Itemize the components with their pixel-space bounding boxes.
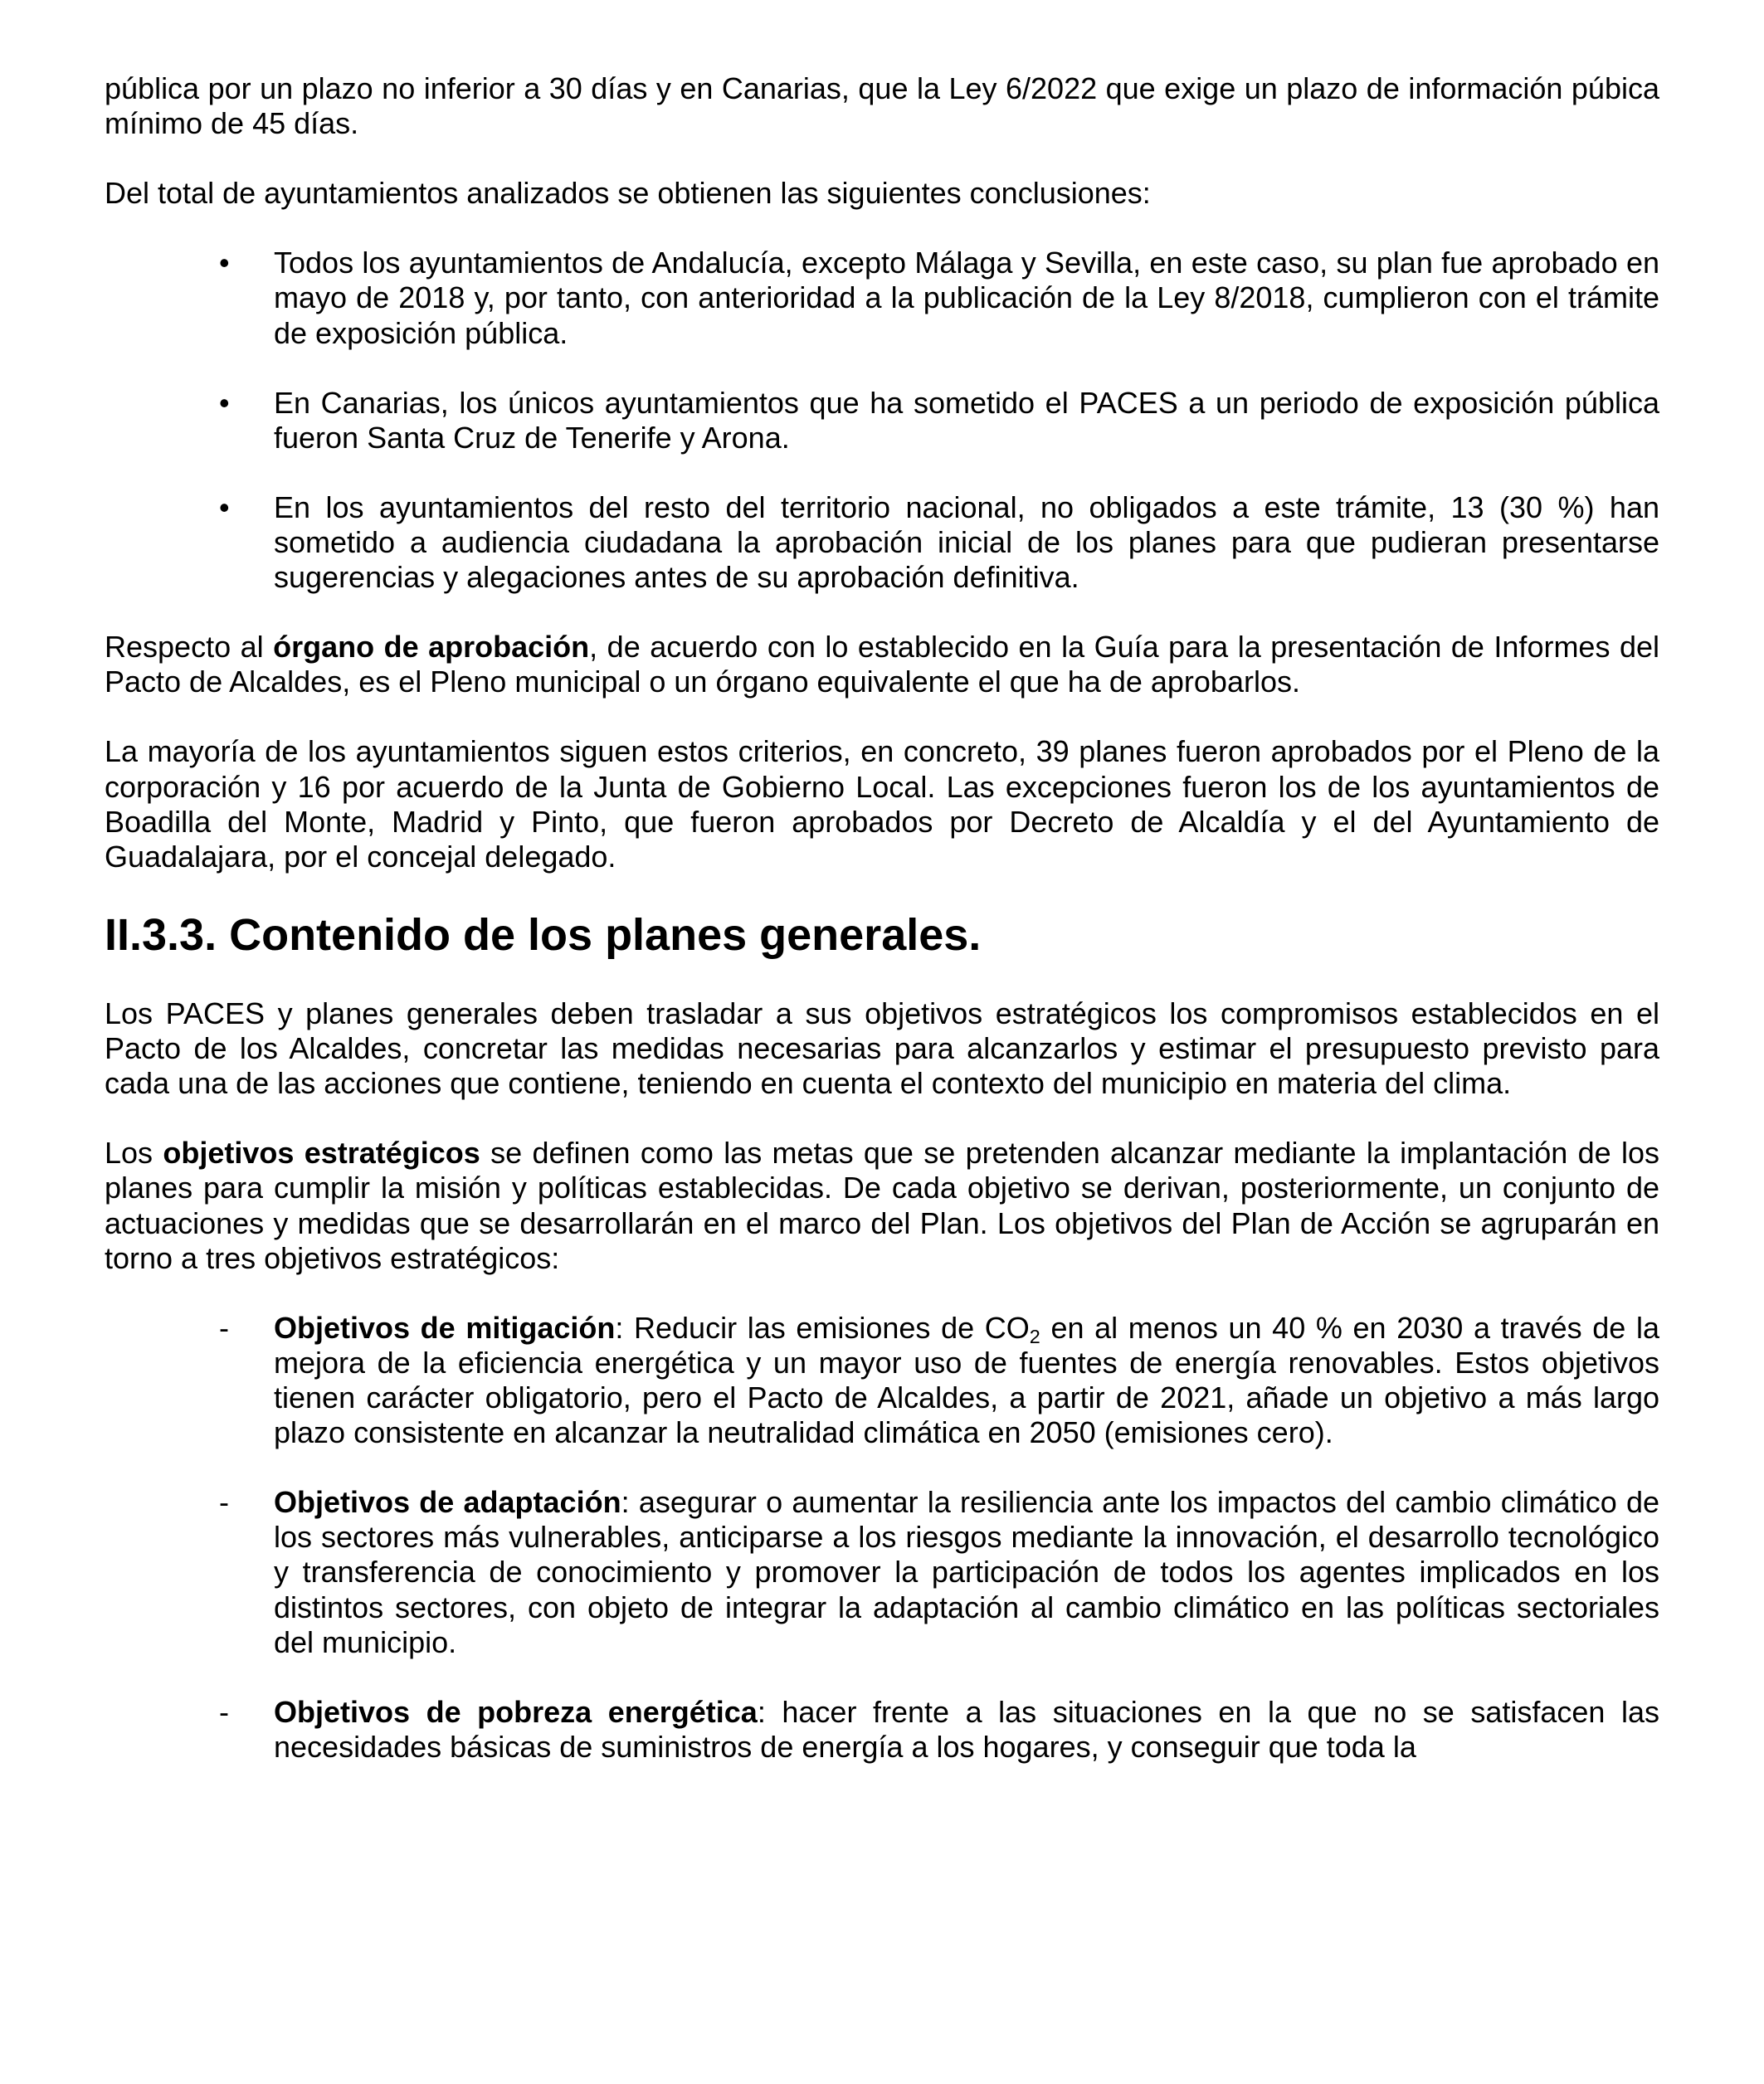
bullet-text: En Canarias, los únicos ayuntamientos que ha sometido el PACES a un periodo de exposición pública fueron Santa Cruz de Tenerife y Arona. [274, 385, 1659, 455]
co2-subscript: 2 [1029, 1325, 1040, 1347]
paragraph-text: se definen como las metas que se pretenden alcanzar mediante la implantación de los planes para cumplir la misión y políticas establecidas. De cada objetivo se derivan, posteriormente, un conjunto de actuaciones y medidas que se desarrollarán en el marco del Plan. Los objetivos del Plan de Acción se agruparán en torno a tres objetivos estratégicos: [105, 1136, 1659, 1275]
bold-organo-de-aprobacion: órgano de aprobación [273, 630, 590, 665]
bullet-marker: • [219, 489, 230, 524]
bold-objetivos-pobreza-energetica: Objetivos de pobreza energética [274, 1694, 758, 1729]
bold-objetivos-adaptacion: Objetivos de adaptación [274, 1485, 621, 1520]
paragraph-text: Los [105, 1136, 163, 1171]
dash-text-run: : hacer frente a las situaciones en la que no se satisfacen las necesidades básicas de suministros de energía a los hogares, y conseguir que toda la [274, 1694, 1659, 1764]
dash-item-adaptacion [105, 1485, 1659, 1660]
paragraph-organo-aprobacion [105, 630, 1659, 699]
bullet-item-resto-territorio [105, 490, 1659, 595]
dash-marker: - [219, 1694, 229, 1729]
dash-text [274, 1311, 1659, 1450]
paragraph-del-total: Del total de ayuntamientos analizados se obtienen las siguientes conclusiones: [105, 176, 1151, 211]
bullet-marker: • [219, 385, 230, 420]
dash-text-run: : asegurar o aumentar la resiliencia ante los impactos del cambio climático de los sectores más vulnerables, anticiparse a los riesgos mediante la innovación, el desarrollo tecnológico y transferencia de conocimiento y promover la participación de todos los agentes implicados en los distintos sectores, con objeto de integrar la adaptación al cambio climático en las políticas sectoriales del municipio. [274, 1485, 1660, 1659]
section-heading-II-3-3: II.3.3. Contenido de los planes generales. [105, 909, 982, 960]
dash-text-run: en al menos un 40 % en 2030 a través de la mejora de la eficiencia energética y un mayor uso de fuentes de energía renovables. Estos objetivos tienen carácter obligatorio, pero el Pacto de Alcaldes, a partir de 2021, añade un objetivo a más largo plazo consistente en alcanzar la neutralidad climática en 2050 (emisiones cero). [274, 1310, 1659, 1450]
dash-item-mitigacion [105, 1311, 1659, 1450]
dash-marker: - [219, 1485, 229, 1520]
paragraph-text: Respecto al [105, 630, 274, 665]
paragraph-mayoria-ayuntamientos: La mayoría de los ayuntamientos siguen estos criterios, en concreto, 39 planes fueron aprobados por el Pleno de la corporación y 16 por acuerdo de la Junta de Gobierno Local. Las excepciones fueron los de los ayuntamientos de Boadilla del Monte, Madrid y Pinto, que fueron aprobados por Decreto de Alcaldía y el del Ayuntamiento de Guadalajara, por el concejal delegado. [105, 734, 1659, 874]
dash-marker: - [219, 1310, 229, 1345]
bullet-text: Todos los ayuntamientos de Andalucía, excepto Málaga y Sevilla, en este caso, su plan fue aprobado en mayo de 2018 y, por tanto, con anterioridad a la publicación de la Ley 8/2018, cumplieron con el trámite de exposición pública. [274, 246, 1659, 350]
bullet-item-andalucia [105, 246, 1659, 350]
paragraph-paces-planes: Los PACES y planes generales deben trasladar a sus objetivos estratégicos los compromisos establecidos en el Pacto de los Alcaldes, concretar las medidas necesarias para alcanzarlos y estimar el presupuesto previsto para cada una de las acciones que contiene, teniendo en cuenta el contexto del municipio en materia del clima. [105, 996, 1659, 1101]
dash-text [274, 1695, 1659, 1765]
dash-text [274, 1485, 1659, 1660]
paragraph-plazo-exposicion: pública por un plazo no inferior a 30 días y en Canarias, que la Ley 6/2022 que exige un plazo de información púbica mínimo de 45 días. [105, 71, 1659, 141]
bullet-text: En los ayuntamientos del resto del territorio nacional, no obligados a este trámite, 13 (30 %) han sometido a audiencia ciudadana la aprobación inicial de los planes para que pudieran presentarse sugerencias y alegaciones antes de su aprobación definitiva. [274, 489, 1659, 595]
bold-objetivos-mitigacion: Objetivos de mitigación [274, 1310, 616, 1345]
paragraph-objetivos-estrategicos [105, 1136, 1659, 1275]
paragraph-text: , de acuerdo con lo establecido en la Guía para la presentación de Informes del Pacto de Alcaldes, es el Pleno municipal o un órgano equivalente el que ha de aprobarlos. [105, 630, 1660, 699]
dash-text-run: : Reducir las emisiones de CO [615, 1310, 1030, 1345]
bullet-item-canarias [105, 386, 1659, 455]
dash-item-pobreza-energetica [105, 1695, 1659, 1765]
bold-objetivos-estrategicos: objetivos estratégicos [163, 1136, 480, 1171]
bullet-marker: • [219, 246, 230, 280]
